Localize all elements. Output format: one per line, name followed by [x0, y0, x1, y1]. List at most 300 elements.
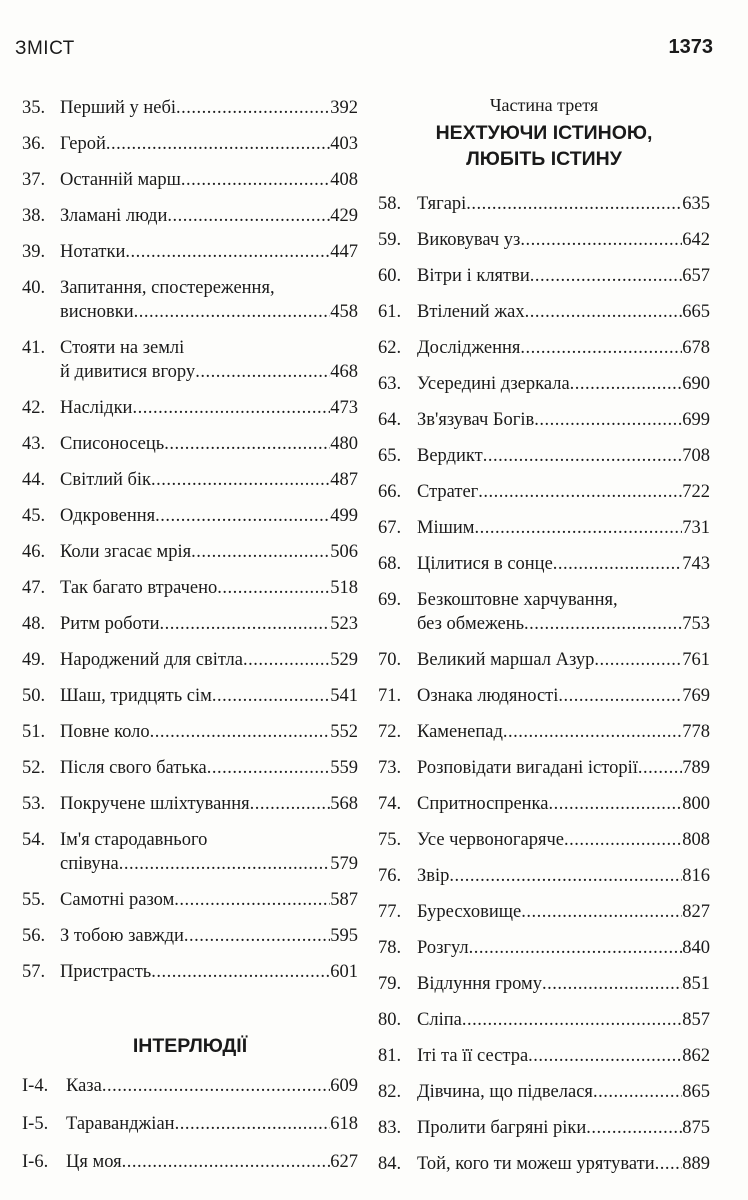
dot-leader — [520, 228, 682, 252]
entry-body — [417, 684, 710, 708]
chapter-number: 82. — [378, 1082, 402, 1102]
entry-body — [417, 552, 710, 576]
toc-entry[interactable] — [378, 864, 710, 888]
chapter-number: 75. — [378, 830, 402, 850]
chapter-number: 57. — [22, 962, 46, 982]
entry-body — [417, 444, 710, 468]
dot-leader — [132, 396, 330, 420]
chapter-title: Той, кого ти можеш урятувати — [417, 1154, 655, 1174]
toc-entry[interactable] — [22, 924, 358, 948]
chapter-title: Наслідки — [60, 398, 133, 418]
chapter-number: 70. — [378, 650, 402, 670]
entry-body — [417, 648, 710, 672]
entry-last-line — [60, 204, 358, 228]
chapter-title: Цілитися в сонце — [417, 554, 553, 574]
entry-last-line — [417, 1080, 710, 1104]
toc-entry[interactable] — [378, 1116, 710, 1140]
dot-leader — [570, 372, 683, 396]
toc-entry[interactable] — [378, 444, 710, 468]
part-label: Частина третя — [489, 95, 599, 115]
entry-body — [66, 1074, 358, 1098]
entry-last-line — [60, 96, 358, 120]
entry-page-number: 480 — [330, 434, 358, 454]
entry-last-line — [60, 756, 358, 780]
chapter-title: Звір — [417, 866, 450, 886]
dot-leader — [553, 552, 682, 576]
entry-page-number: 529 — [330, 650, 358, 670]
chapter-number: 40. — [22, 278, 46, 298]
chapter-title: Одкровення — [60, 506, 156, 526]
toc-entry[interactable] — [22, 96, 358, 120]
chapter-title: Сліпа — [417, 1010, 462, 1030]
entry-page-number: 875 — [682, 1118, 710, 1138]
entry-last-line — [417, 372, 710, 396]
entry-last-line — [417, 684, 710, 708]
chapter-number: 47. — [22, 578, 46, 598]
entry-body — [417, 1116, 710, 1140]
toc-entry[interactable] — [22, 792, 358, 816]
chapter-title: Усе червоногаряче — [417, 830, 564, 850]
entry-last-line — [417, 828, 710, 852]
entry-page-number: 690 — [682, 374, 710, 394]
dot-leader — [558, 684, 682, 708]
entry-page-number: 541 — [330, 686, 358, 706]
entry-page-number: 789 — [682, 758, 710, 778]
entry-last-line — [60, 792, 358, 816]
dot-leader — [181, 168, 330, 192]
entry-body — [417, 336, 710, 360]
dot-leader — [478, 480, 682, 504]
entry-body — [417, 936, 710, 960]
chapter-number: 51. — [22, 722, 46, 742]
chapter-number: 44. — [22, 470, 46, 490]
dot-leader — [524, 612, 682, 636]
chapter-number: 61. — [378, 302, 402, 322]
toc-entry[interactable] — [22, 888, 358, 912]
entry-last-line — [417, 1116, 710, 1140]
entry-body — [417, 1152, 710, 1176]
chapter-number: 66. — [378, 482, 402, 502]
entry-last-line — [417, 300, 710, 324]
interlude-list — [22, 1074, 358, 1174]
entry-body — [60, 828, 358, 876]
entry-body — [417, 1080, 710, 1104]
dot-leader — [449, 864, 682, 888]
chapter-title: З тобою завжди — [60, 926, 184, 946]
entry-body — [417, 588, 710, 636]
entry-page-number: 627 — [330, 1152, 358, 1172]
dot-leader — [542, 972, 682, 996]
chapter-title: Так багато втрачено — [60, 578, 218, 598]
chapter-title: Спритноспренка — [417, 794, 549, 814]
entry-last-line — [417, 648, 710, 672]
entry-page-number: 865 — [682, 1082, 710, 1102]
chapter-number: 58. — [378, 194, 402, 214]
toc-entry[interactable] — [378, 720, 710, 744]
toc-entry[interactable] — [378, 684, 710, 708]
chapter-number: 53. — [22, 794, 46, 814]
chapter-number: 67. — [378, 518, 402, 538]
chapter-title: Виковувач уз — [417, 230, 521, 250]
chapter-title-line: Запитання, спостереження, — [60, 278, 275, 298]
toc-entry[interactable] — [378, 648, 710, 672]
entry-page-number: 568 — [330, 794, 358, 814]
chapter-title: Після свого батька — [60, 758, 207, 778]
chapter-number: 83. — [378, 1118, 402, 1138]
dot-leader — [586, 1116, 682, 1140]
entry-page-number: 699 — [682, 410, 710, 430]
entry-body — [417, 264, 710, 288]
entry-body — [417, 480, 710, 504]
toc-entry[interactable] — [378, 588, 710, 636]
chapter-number: 35. — [22, 98, 46, 118]
toc-entry[interactable] — [378, 900, 710, 924]
entry-last-line — [417, 972, 710, 996]
chapter-title: співуна — [60, 854, 119, 874]
entry-page-number: 816 — [682, 866, 710, 886]
entry-body — [60, 132, 358, 156]
toc-entry[interactable] — [378, 516, 710, 540]
entry-body — [60, 756, 358, 780]
entry-page-number: 665 — [682, 302, 710, 322]
entry-last-line — [66, 1150, 358, 1174]
entry-body — [60, 684, 358, 708]
chapter-number: 69. — [378, 590, 402, 610]
toc-entry[interactable] — [378, 480, 710, 504]
entry-page-number: 473 — [330, 398, 358, 418]
entry-last-line — [60, 720, 358, 744]
dot-leader — [167, 204, 330, 228]
entry-last-line — [60, 612, 358, 636]
dot-leader — [521, 900, 682, 924]
entry-last-line — [417, 900, 710, 924]
toc-entry[interactable] — [22, 240, 358, 264]
toc-entry[interactable] — [22, 540, 358, 564]
entry-last-line — [60, 300, 358, 324]
dot-leader — [164, 432, 330, 456]
dot-leader — [184, 924, 330, 948]
dot-leader — [483, 444, 683, 468]
toc-entry[interactable] — [22, 168, 358, 192]
chapter-number: 36. — [22, 134, 46, 154]
chapter-number: 81. — [378, 1046, 402, 1066]
left-column — [22, 96, 358, 996]
entry-page-number: 778 — [682, 722, 710, 742]
chapter-title: Стратег — [417, 482, 479, 502]
chapter-number: 76. — [378, 866, 402, 886]
chapter-title-line: Ім'я стародавнього — [60, 830, 208, 850]
chapter-number: 39. — [22, 242, 46, 262]
dot-leader — [548, 792, 682, 816]
toc-entry[interactable] — [22, 648, 358, 672]
entry-page-number: 506 — [330, 542, 358, 562]
chapter-title: Покручене шліхтування — [60, 794, 250, 814]
entry-body — [60, 612, 358, 636]
entry-body — [417, 828, 710, 852]
chapter-title: Відлуння грому — [417, 974, 543, 994]
toc-entry[interactable] — [378, 372, 710, 396]
dot-leader — [125, 240, 330, 264]
part-title-line-1: НЕХТУЮЧИ ІСТИНОЮ, — [435, 122, 653, 144]
entry-last-line — [417, 336, 710, 360]
chapter-title: Іті та її сестра — [417, 1046, 529, 1066]
chapter-title-line: Стояти на землі — [60, 338, 185, 358]
chapter-title: Самотні разом — [60, 890, 175, 910]
entry-page-number: 499 — [330, 506, 358, 526]
toc-entry[interactable] — [378, 972, 710, 996]
entry-page-number: 429 — [330, 206, 358, 226]
entry-body — [60, 336, 358, 384]
entry-body — [417, 1008, 710, 1032]
entry-body — [417, 192, 710, 216]
entry-body — [60, 276, 358, 324]
entry-body — [417, 720, 710, 744]
dot-leader — [217, 576, 330, 600]
chapter-title: Перший у небі — [60, 98, 177, 118]
entry-last-line — [60, 360, 358, 384]
toc-entry[interactable] — [22, 204, 358, 228]
toc-entry[interactable] — [22, 336, 358, 384]
entry-body — [417, 300, 710, 324]
dot-leader — [594, 648, 682, 672]
entry-last-line — [66, 1074, 358, 1098]
chapter-number: 65. — [378, 446, 402, 466]
entry-page-number: 808 — [682, 830, 710, 850]
chapter-title: Пристрасть — [60, 962, 152, 982]
toc-entry[interactable] — [378, 936, 710, 960]
entry-last-line — [417, 264, 710, 288]
entry-page-number: 642 — [682, 230, 710, 250]
toc-entry[interactable] — [378, 1080, 710, 1104]
toc-entry[interactable] — [22, 1112, 358, 1136]
chapter-title: Тараванджіан — [66, 1114, 175, 1134]
chapter-title: Розповідати вигадані історії — [417, 758, 638, 778]
entry-last-line — [417, 720, 710, 744]
toc-entry[interactable] — [378, 552, 710, 576]
dot-leader — [474, 516, 682, 540]
chapter-title: Каменепад — [417, 722, 503, 742]
entry-page-number: 523 — [330, 614, 358, 634]
entry-page-number: 722 — [682, 482, 710, 502]
entry-page-number: 827 — [682, 902, 710, 922]
entry-last-line — [60, 468, 358, 492]
entry-page-number: 552 — [330, 722, 358, 742]
chapter-number: 60. — [378, 266, 402, 286]
toc-entry[interactable] — [22, 1150, 358, 1174]
chapter-number: 52. — [22, 758, 46, 778]
toc-entry[interactable] — [378, 228, 710, 252]
entry-page-number: 743 — [682, 554, 710, 574]
entry-last-line — [60, 960, 358, 984]
entry-body — [60, 960, 358, 984]
toc-entry[interactable] — [22, 576, 358, 600]
toc-entry[interactable] — [22, 504, 358, 528]
entry-page-number: 458 — [330, 302, 358, 322]
entry-last-line — [60, 540, 358, 564]
chapter-title: Герой — [60, 134, 106, 154]
chapter-number: 55. — [22, 890, 46, 910]
toc-entry[interactable] — [22, 684, 358, 708]
toc-entry[interactable] — [22, 468, 358, 492]
entry-last-line — [66, 1112, 358, 1136]
chapter-number: 78. — [378, 938, 402, 958]
dot-leader — [195, 360, 330, 384]
entry-last-line — [60, 132, 358, 156]
chapter-title: Буресховище — [417, 902, 522, 922]
entry-body — [417, 792, 710, 816]
chapter-number: 59. — [378, 230, 402, 250]
interludes-section — [22, 1035, 358, 1188]
part-title-line-2: ЛЮБІТЬ ІСТИНУ — [466, 148, 622, 170]
chapter-title: Списоносець — [60, 434, 165, 454]
chapter-title: Каза — [66, 1076, 102, 1096]
entry-page-number: 635 — [682, 194, 710, 214]
chapter-number: 48. — [22, 614, 46, 634]
toc-entry[interactable] — [22, 756, 358, 780]
entry-last-line — [60, 684, 358, 708]
chapter-title: Вердикт — [417, 446, 483, 466]
toc-entry[interactable] — [22, 960, 358, 984]
entry-page-number: 889 — [682, 1154, 710, 1174]
entry-last-line — [60, 924, 358, 948]
chapter-number: 64. — [378, 410, 402, 430]
page-number: 1373 — [668, 36, 713, 58]
entry-page-number: 731 — [682, 518, 710, 538]
chapter-number: I-6. — [22, 1152, 49, 1172]
entry-body — [60, 432, 358, 456]
toc-entry[interactable] — [378, 828, 710, 852]
chapter-title: Дівчина, що підвелася — [417, 1082, 593, 1102]
entry-last-line — [417, 1008, 710, 1032]
chapter-number: 62. — [378, 338, 402, 358]
entry-page-number: 609 — [330, 1076, 358, 1096]
chapter-title: Повне коло — [60, 722, 150, 742]
dot-leader — [564, 828, 682, 852]
dot-leader — [175, 1112, 331, 1136]
chapter-title: Світлий бік — [60, 470, 152, 490]
entry-page-number: 601 — [330, 962, 358, 982]
entry-page-number: 761 — [682, 650, 710, 670]
entry-last-line — [417, 480, 710, 504]
chapter-title: Мішим — [417, 518, 475, 538]
entry-last-line — [417, 228, 710, 252]
entry-page-number: 579 — [330, 854, 358, 874]
chapter-number: 43. — [22, 434, 46, 454]
toc-entry[interactable] — [378, 264, 710, 288]
chapter-title: й дивитися вгору — [60, 362, 196, 382]
entry-page-number: 403 — [330, 134, 358, 154]
toc-entry[interactable] — [22, 132, 358, 156]
dot-leader — [151, 468, 330, 492]
dot-leader — [243, 648, 330, 672]
entry-last-line — [60, 432, 358, 456]
entry-page-number: 708 — [682, 446, 710, 466]
entry-last-line — [417, 756, 710, 780]
chapter-number: 54. — [22, 830, 46, 850]
entry-body — [66, 1112, 358, 1136]
entry-body — [60, 504, 358, 528]
toc-entry[interactable] — [22, 396, 358, 420]
dot-leader — [655, 1152, 683, 1176]
right-column — [378, 94, 710, 1188]
entry-last-line — [60, 852, 358, 876]
entry-page-number: 587 — [330, 890, 358, 910]
chapter-number: 46. — [22, 542, 46, 562]
entry-page-number: 657 — [682, 266, 710, 286]
chapter-number: 45. — [22, 506, 46, 526]
toc-entry[interactable] — [378, 192, 710, 216]
entry-body — [417, 900, 710, 924]
right-list — [378, 192, 710, 1176]
entry-body — [60, 792, 358, 816]
toc-entry[interactable] — [378, 300, 710, 324]
chapter-number: 56. — [22, 926, 46, 946]
dot-leader — [207, 756, 331, 780]
dot-leader — [176, 96, 330, 120]
toc-entry[interactable] — [378, 336, 710, 360]
entry-last-line — [60, 396, 358, 420]
chapter-title: Розгул — [417, 938, 469, 958]
chapter-number: 68. — [378, 554, 402, 574]
running-header-title: ЗМІСТ — [15, 38, 75, 59]
chapter-number: 42. — [22, 398, 46, 418]
entry-page-number: 518 — [330, 578, 358, 598]
chapter-number: 41. — [22, 338, 46, 358]
entry-body — [60, 648, 358, 672]
entry-page-number: 678 — [682, 338, 710, 358]
toc-entry[interactable] — [22, 1074, 358, 1098]
entry-body — [60, 204, 358, 228]
chapter-number: 37. — [22, 170, 46, 190]
chapter-title: Зламані люди — [60, 206, 168, 226]
toc-entry[interactable] — [378, 1152, 710, 1176]
entry-last-line — [417, 192, 710, 216]
chapter-title: Коли згасає мрія — [60, 542, 192, 562]
toc-entry[interactable] — [22, 276, 358, 324]
toc-entry[interactable] — [22, 612, 358, 636]
chapter-title: Народжений для світла — [60, 650, 243, 670]
chapter-title: Нотатки — [60, 242, 126, 262]
entry-page-number: 857 — [682, 1010, 710, 1030]
entry-last-line — [60, 168, 358, 192]
entry-body — [417, 228, 710, 252]
toc-entry[interactable] — [22, 720, 358, 744]
toc-entry[interactable] — [378, 756, 710, 780]
chapter-title: Зв'язувач Богів — [417, 410, 535, 430]
entry-last-line — [417, 1044, 710, 1068]
toc-entry[interactable] — [22, 432, 358, 456]
toc-entry[interactable] — [378, 1044, 710, 1068]
entry-last-line — [60, 504, 358, 528]
dot-leader — [174, 888, 330, 912]
dot-leader — [520, 336, 682, 360]
entry-body — [417, 972, 710, 996]
toc-entry[interactable] — [22, 828, 358, 876]
toc-entry[interactable] — [378, 408, 710, 432]
dot-leader — [593, 1080, 682, 1104]
dot-leader — [466, 192, 682, 216]
toc-entry[interactable] — [378, 792, 710, 816]
chapter-number: 74. — [378, 794, 402, 814]
entry-last-line — [417, 1152, 710, 1176]
chapter-title: Ця моя — [66, 1152, 122, 1172]
chapter-title-line: Безкоштовне харчування, — [417, 590, 618, 610]
chapter-number: I-5. — [22, 1114, 49, 1134]
dot-leader — [528, 1044, 682, 1068]
entry-body — [60, 540, 358, 564]
toc-entry[interactable] — [378, 1008, 710, 1032]
entry-body — [60, 240, 358, 264]
